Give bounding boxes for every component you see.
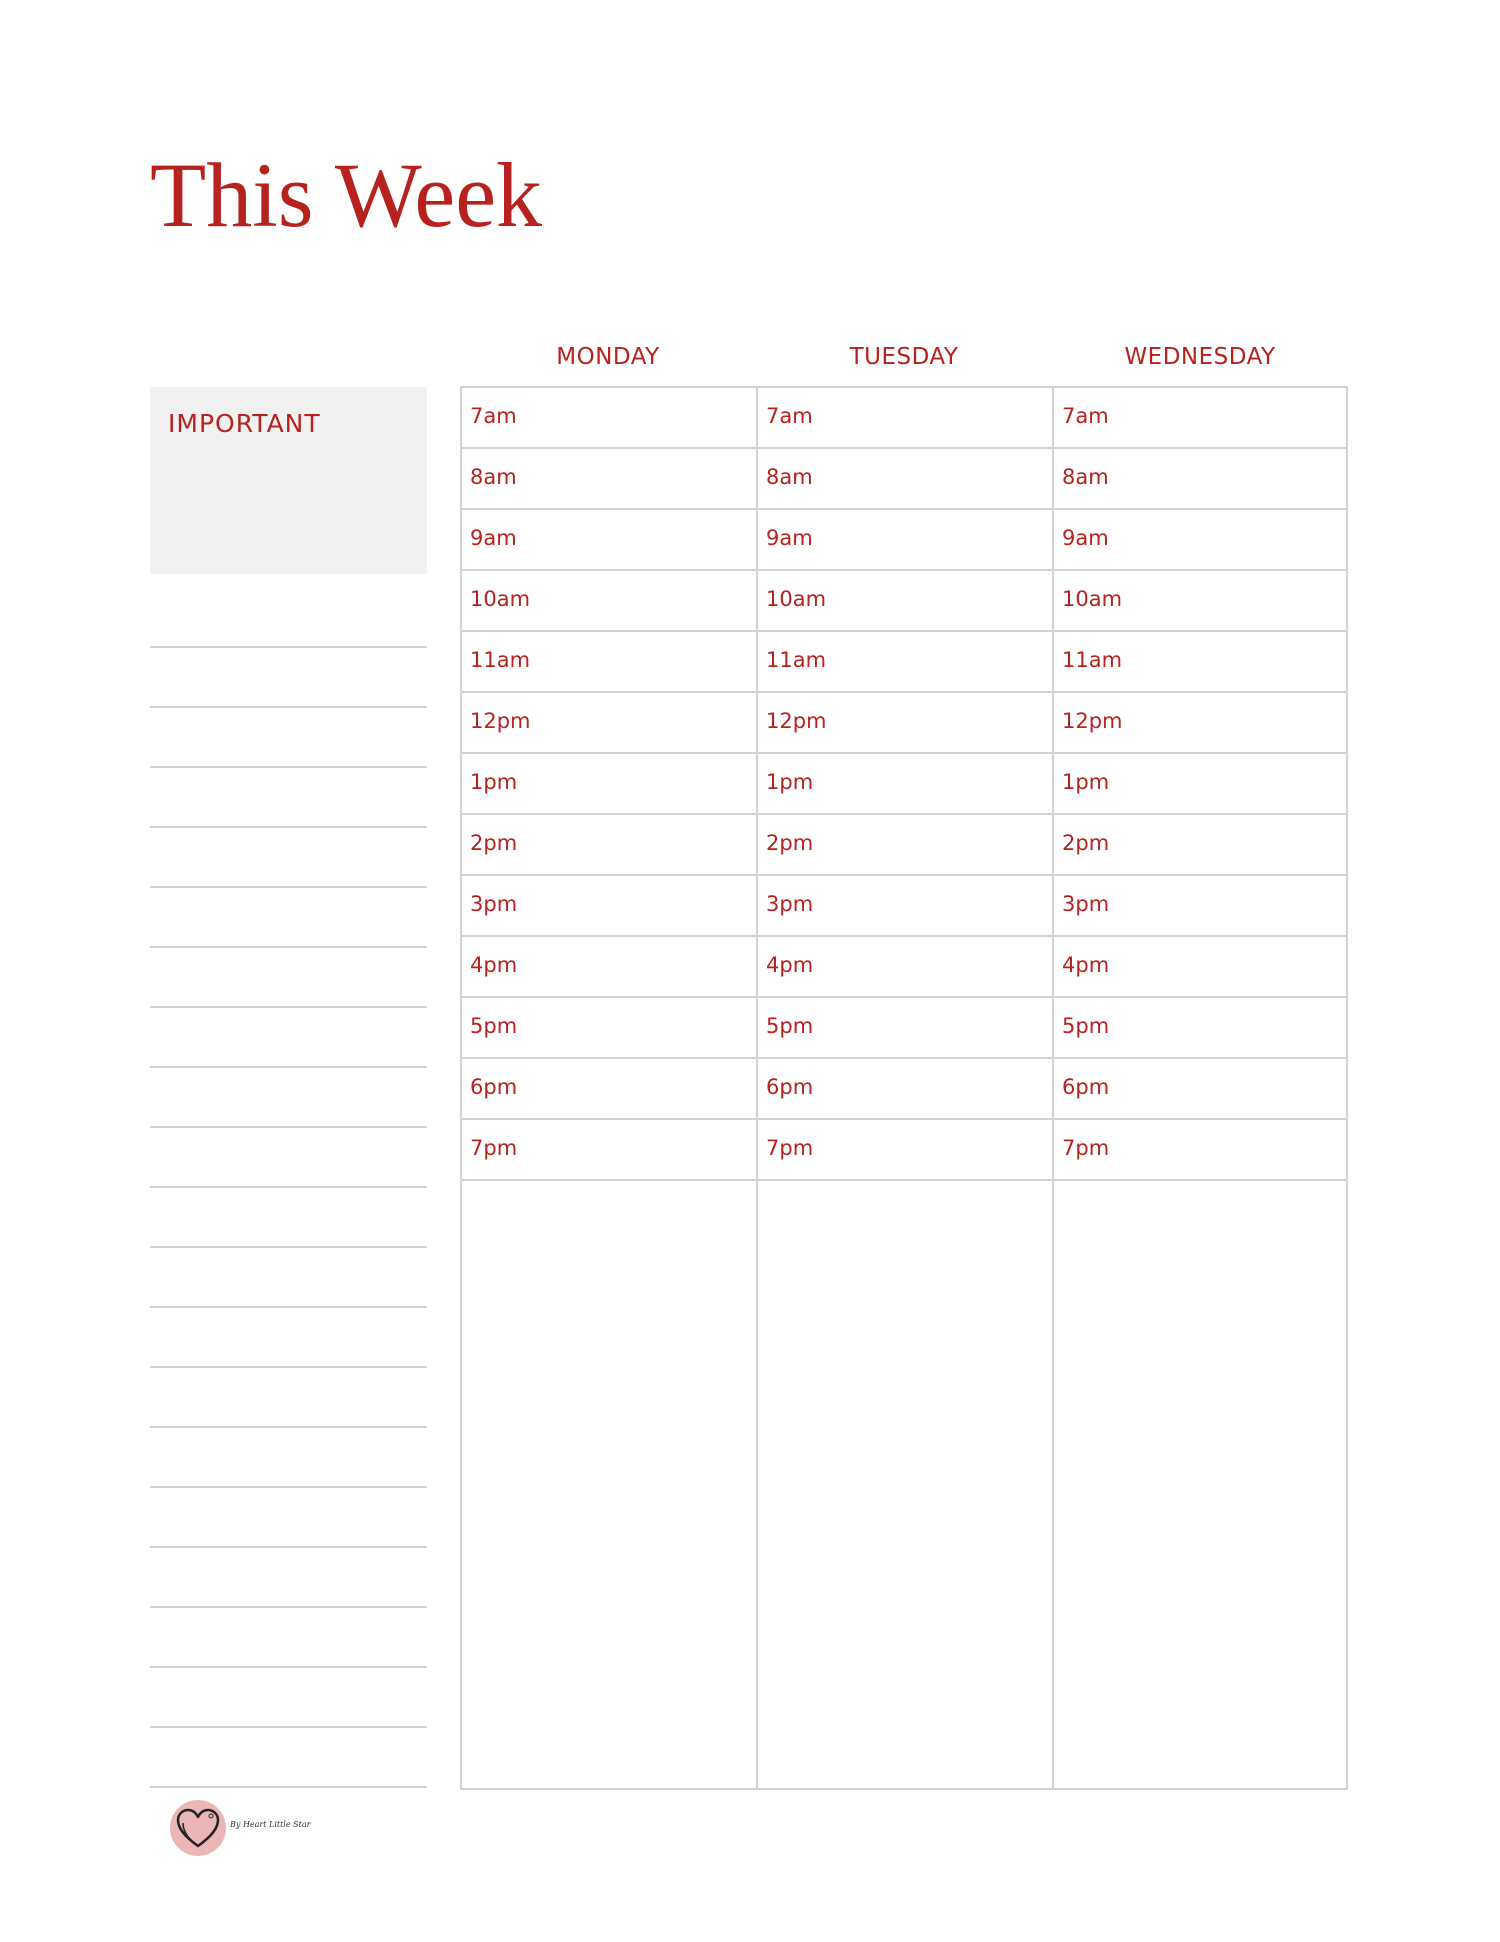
time-slot[interactable]	[460, 691, 756, 752]
page-title: This Week	[150, 144, 543, 246]
time-slot[interactable]	[460, 874, 756, 935]
time-label: 5pm	[1062, 1014, 1110, 1038]
note-line[interactable]	[150, 1186, 427, 1188]
time-slot[interactable]	[460, 752, 756, 813]
time-slot[interactable]	[1052, 874, 1348, 935]
time-slot[interactable]	[460, 508, 756, 569]
day-header-wednesday: WEDNESDAY	[1124, 344, 1276, 370]
time-label: 11am	[1062, 648, 1123, 672]
note-line[interactable]	[150, 1786, 427, 1788]
note-line[interactable]	[150, 766, 427, 768]
time-label: 2pm	[470, 831, 518, 855]
important-label: IMPORTANT	[168, 409, 321, 438]
time-slot[interactable]	[1052, 447, 1348, 508]
time-label: 8am	[1062, 465, 1109, 489]
time-slot[interactable]	[1052, 569, 1348, 630]
note-line[interactable]	[150, 1546, 427, 1548]
time-slot[interactable]	[756, 874, 1052, 935]
time-label: 4pm	[470, 953, 518, 977]
note-line[interactable]	[150, 1006, 427, 1008]
time-slot[interactable]	[1052, 813, 1348, 874]
time-slot[interactable]	[1052, 630, 1348, 691]
time-label: 6pm	[766, 1075, 814, 1099]
time-slot[interactable]	[756, 386, 1052, 447]
time-slot[interactable]	[460, 630, 756, 691]
time-label: 6pm	[1062, 1075, 1110, 1099]
time-label: 1pm	[766, 770, 814, 794]
time-label: 5pm	[470, 1014, 518, 1038]
time-slot[interactable]	[460, 1057, 756, 1118]
time-slot[interactable]	[460, 1118, 756, 1179]
time-label: 7pm	[1062, 1136, 1110, 1160]
time-slot[interactable]	[1052, 1057, 1348, 1118]
time-label: 4pm	[766, 953, 814, 977]
note-line[interactable]	[150, 1666, 427, 1668]
time-label: 8am	[470, 465, 517, 489]
time-slot[interactable]	[756, 569, 1052, 630]
time-slot[interactable]	[1052, 996, 1348, 1057]
time-slot[interactable]	[1052, 386, 1348, 447]
time-label: 7am	[470, 404, 517, 428]
note-line[interactable]	[150, 646, 427, 648]
note-line[interactable]	[150, 886, 427, 888]
time-slot[interactable]	[756, 935, 1052, 996]
brand-logo	[170, 1800, 226, 1856]
time-label: 7pm	[766, 1136, 814, 1160]
day-header-tuesday: TUESDAY	[849, 344, 959, 370]
time-label: 9am	[766, 526, 813, 550]
time-label: 10am	[470, 587, 531, 611]
note-line[interactable]	[150, 946, 427, 948]
row-divider	[460, 1179, 1348, 1181]
time-label: 2pm	[766, 831, 814, 855]
time-slot[interactable]	[460, 996, 756, 1057]
note-line[interactable]	[150, 826, 427, 828]
note-line[interactable]	[150, 1306, 427, 1308]
time-slot[interactable]	[756, 752, 1052, 813]
note-line[interactable]	[150, 1126, 427, 1128]
note-line[interactable]	[150, 1366, 427, 1368]
brand-text: By Heart Little Star	[230, 1820, 311, 1829]
time-label: 3pm	[1062, 892, 1110, 916]
note-line[interactable]	[150, 706, 427, 708]
time-label: 5pm	[766, 1014, 814, 1038]
time-label: 12pm	[1062, 709, 1123, 733]
time-label: 7am	[766, 404, 813, 428]
time-label: 1pm	[470, 770, 518, 794]
time-slot[interactable]	[460, 386, 756, 447]
time-slot[interactable]	[460, 569, 756, 630]
day-header-monday: MONDAY	[556, 344, 660, 370]
time-label: 11am	[766, 648, 827, 672]
time-label: 8am	[766, 465, 813, 489]
time-slot[interactable]	[1052, 752, 1348, 813]
important-box[interactable]	[150, 387, 427, 574]
time-label: 3pm	[766, 892, 814, 916]
time-slot[interactable]	[756, 1118, 1052, 1179]
time-label: 7pm	[470, 1136, 518, 1160]
time-slot[interactable]	[1052, 935, 1348, 996]
note-line[interactable]	[150, 1606, 427, 1608]
time-slot[interactable]	[756, 508, 1052, 569]
time-label: 11am	[470, 648, 531, 672]
time-label: 10am	[766, 587, 827, 611]
time-slot[interactable]	[1052, 508, 1348, 569]
time-label: 9am	[470, 526, 517, 550]
note-line[interactable]	[150, 1246, 427, 1248]
heart-icon	[174, 1806, 222, 1850]
time-slot[interactable]	[460, 935, 756, 996]
time-label: 10am	[1062, 587, 1123, 611]
time-label: 3pm	[470, 892, 518, 916]
time-slot[interactable]	[460, 813, 756, 874]
time-slot[interactable]	[756, 813, 1052, 874]
time-label: 4pm	[1062, 953, 1110, 977]
note-line[interactable]	[150, 1066, 427, 1068]
time-label: 12pm	[470, 709, 531, 733]
time-slot[interactable]	[460, 447, 756, 508]
time-label: 2pm	[1062, 831, 1110, 855]
time-slot[interactable]	[756, 996, 1052, 1057]
time-slot[interactable]	[1052, 1118, 1348, 1179]
note-line[interactable]	[150, 1426, 427, 1428]
time-label: 1pm	[1062, 770, 1110, 794]
time-label: 7am	[1062, 404, 1109, 428]
note-line[interactable]	[150, 1726, 427, 1728]
time-slot[interactable]	[756, 447, 1052, 508]
time-slot[interactable]	[1052, 691, 1348, 752]
time-slot[interactable]	[756, 691, 1052, 752]
time-slot[interactable]	[756, 1057, 1052, 1118]
note-line[interactable]	[150, 1486, 427, 1488]
time-label: 12pm	[766, 709, 827, 733]
time-slot[interactable]	[756, 630, 1052, 691]
time-label: 6pm	[470, 1075, 518, 1099]
time-label: 9am	[1062, 526, 1109, 550]
